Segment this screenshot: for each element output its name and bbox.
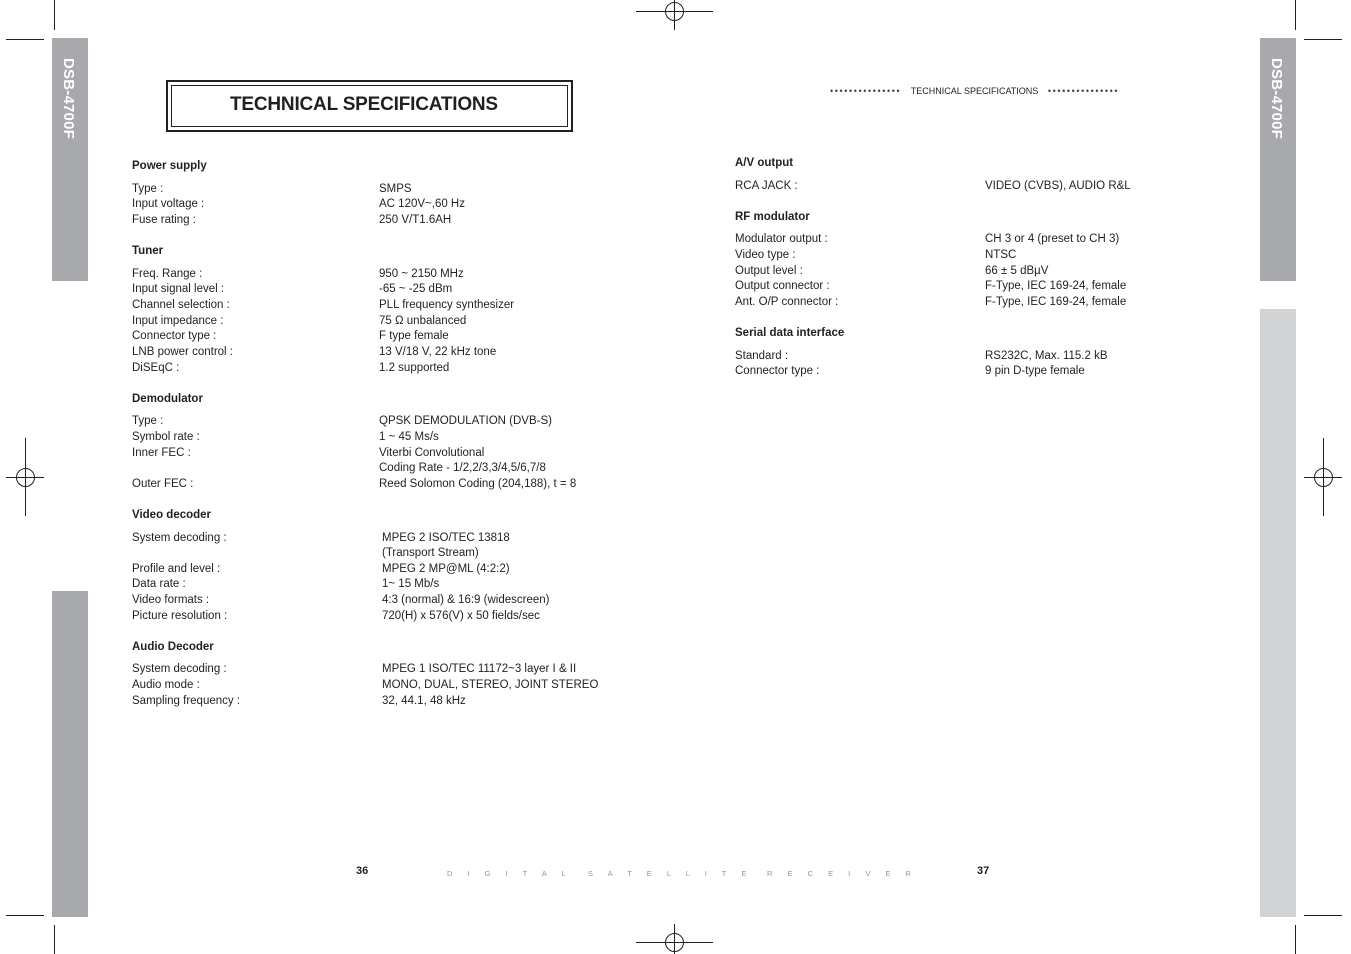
title-box xyxy=(166,80,573,132)
section-heading-audio-decoder: Audio Decoder xyxy=(132,641,214,653)
spec-label: Modulator output : xyxy=(735,233,828,245)
spec-label: Data rate : xyxy=(132,578,186,590)
spec-value: 9 pin D-type female xyxy=(985,365,1085,377)
spec-label: Video formats : xyxy=(132,594,210,606)
spec-value: 4:3 (normal) & 16:9 (widescreen) xyxy=(382,594,550,606)
spec-label: Symbol rate : xyxy=(132,431,200,443)
spec-label: Ant. O/P connector : xyxy=(735,296,839,308)
spec-value: RS232C, Max. 115.2 kB xyxy=(985,350,1108,362)
spec-value: MPEG 2 ISO/TEC 13818 xyxy=(382,532,510,544)
spec-value: MPEG 1 ISO/TEC 11172~3 layer I & II xyxy=(382,663,577,675)
running-head-text: TECHNICAL SPECIFICATIONS xyxy=(910,86,1039,96)
spec-label: Profile and level : xyxy=(132,563,221,575)
right-tab-lower xyxy=(1260,309,1296,917)
spec-label: Input impedance : xyxy=(132,315,224,327)
spec-label: Freq. Range : xyxy=(132,268,203,280)
spec-label: Inner FEC : xyxy=(132,447,191,459)
spec-value: VIDEO (CVBS), AUDIO R&L xyxy=(985,180,1131,192)
page-title: TECHNICAL SPECIFICATIONS xyxy=(230,94,498,115)
footer-word-satellite: S A T E L L I T E xyxy=(588,869,747,878)
section-heading-tuner: Tuner xyxy=(132,245,164,257)
spec-value: QPSK DEMODULATION (DVB-S) xyxy=(379,415,552,427)
left-tab-lower xyxy=(52,591,88,917)
footer-word-digital: D I G I T A L xyxy=(447,869,566,878)
spec-label: Audio mode : xyxy=(132,679,200,691)
spec-value: 950 ~ 2150 MHz xyxy=(379,268,464,280)
running-head-dots-right: ••••••••••••••• xyxy=(1047,86,1120,96)
spec-value: NTSC xyxy=(985,249,1017,261)
section-heading-av-output: A/V output xyxy=(735,157,794,169)
left-tab-label: DSB-4700F xyxy=(60,58,77,139)
spec-value-continued: Coding Rate - 1/2,2/3,3/4,5/6,7/8 xyxy=(379,462,546,474)
right-tab-label: DSB-4700F xyxy=(1268,58,1285,139)
spec-value: Reed Solomon Coding (204,188), t = 8 xyxy=(379,478,577,490)
section-heading-serial-data-interface: Serial data interface xyxy=(735,327,845,339)
spec-value: F-Type, IEC 169-24, female xyxy=(985,280,1127,292)
spec-label: LNB power control : xyxy=(132,346,233,358)
spec-value: 66 ± 5 dBµV xyxy=(985,265,1049,277)
spec-value: F type female xyxy=(379,330,449,342)
spec-value: 1.2 supported xyxy=(379,362,450,374)
spec-value: CH 3 or 4 (preset to CH 3) xyxy=(985,233,1120,245)
spec-value: Viterbi Convolutional xyxy=(379,447,485,459)
spec-value: 720(H) x 576(V) x 50 fields/sec xyxy=(382,610,540,622)
spec-value: 13 V/18 V, 22 kHz tone xyxy=(379,346,497,358)
spec-label: Type : xyxy=(132,415,164,427)
spec-value: PLL frequency synthesizer xyxy=(379,299,515,311)
spec-label: Standard : xyxy=(735,350,789,362)
spec-label: Output connector : xyxy=(735,280,830,292)
spec-value: MONO, DUAL, STEREO, JOINT STEREO xyxy=(382,679,599,691)
spec-label: System decoding : xyxy=(132,532,227,544)
spec-label: Channel selection : xyxy=(132,299,230,311)
spec-value-continued: (Transport Stream) xyxy=(382,547,479,559)
spec-label: Fuse rating : xyxy=(132,214,196,226)
spec-label: System decoding : xyxy=(132,663,227,675)
spec-label: Video type : xyxy=(735,249,796,261)
spec-value: 75 Ω unbalanced xyxy=(379,315,467,327)
spec-value: -65 ~ -25 dBm xyxy=(379,283,453,295)
section-heading-power-supply: Power supply xyxy=(132,160,207,172)
running-head-dots-left: ••••••••••••••• xyxy=(830,86,902,96)
page-number-right: 37 xyxy=(977,865,990,877)
spec-value: 32, 44.1, 48 kHz xyxy=(382,695,466,707)
page-number-left: 36 xyxy=(356,865,369,877)
spec-label: Outer FEC : xyxy=(132,478,194,490)
running-head xyxy=(830,86,1119,96)
footer-word-receiver: R E C E I V E R xyxy=(767,869,911,878)
spec-label: Input voltage : xyxy=(132,198,205,210)
section-heading-video-decoder: Video decoder xyxy=(132,509,212,521)
spec-label: RCA JACK : xyxy=(735,180,798,192)
spec-value: 1 ~ 45 Ms/s xyxy=(379,431,439,443)
spec-value: 1~ 15 Mb/s xyxy=(382,578,440,590)
spec-label: Sampling frequency : xyxy=(132,695,241,707)
spec-label: Input signal level : xyxy=(132,283,225,295)
spec-value: SMPS xyxy=(379,183,412,195)
spec-value: MPEG 2 MP@ML (4:2:2) xyxy=(382,563,510,575)
section-heading-demodulator: Demodulator xyxy=(132,393,203,405)
spec-value: AC 120V~,60 Hz xyxy=(379,198,465,210)
spec-label: Connector type : xyxy=(132,330,217,342)
spec-label: Picture resolution : xyxy=(132,610,228,622)
section-heading-rf-modulator: RF modulator xyxy=(735,211,810,223)
spec-label: Connector type : xyxy=(735,365,820,377)
spec-value: F-Type, IEC 169-24, female xyxy=(985,296,1127,308)
spec-label: Output level : xyxy=(735,265,803,277)
spec-label: DiSEqC : xyxy=(132,362,180,374)
spec-label: Type : xyxy=(132,183,164,195)
spec-value: 250 V/T1.6AH xyxy=(379,214,452,226)
